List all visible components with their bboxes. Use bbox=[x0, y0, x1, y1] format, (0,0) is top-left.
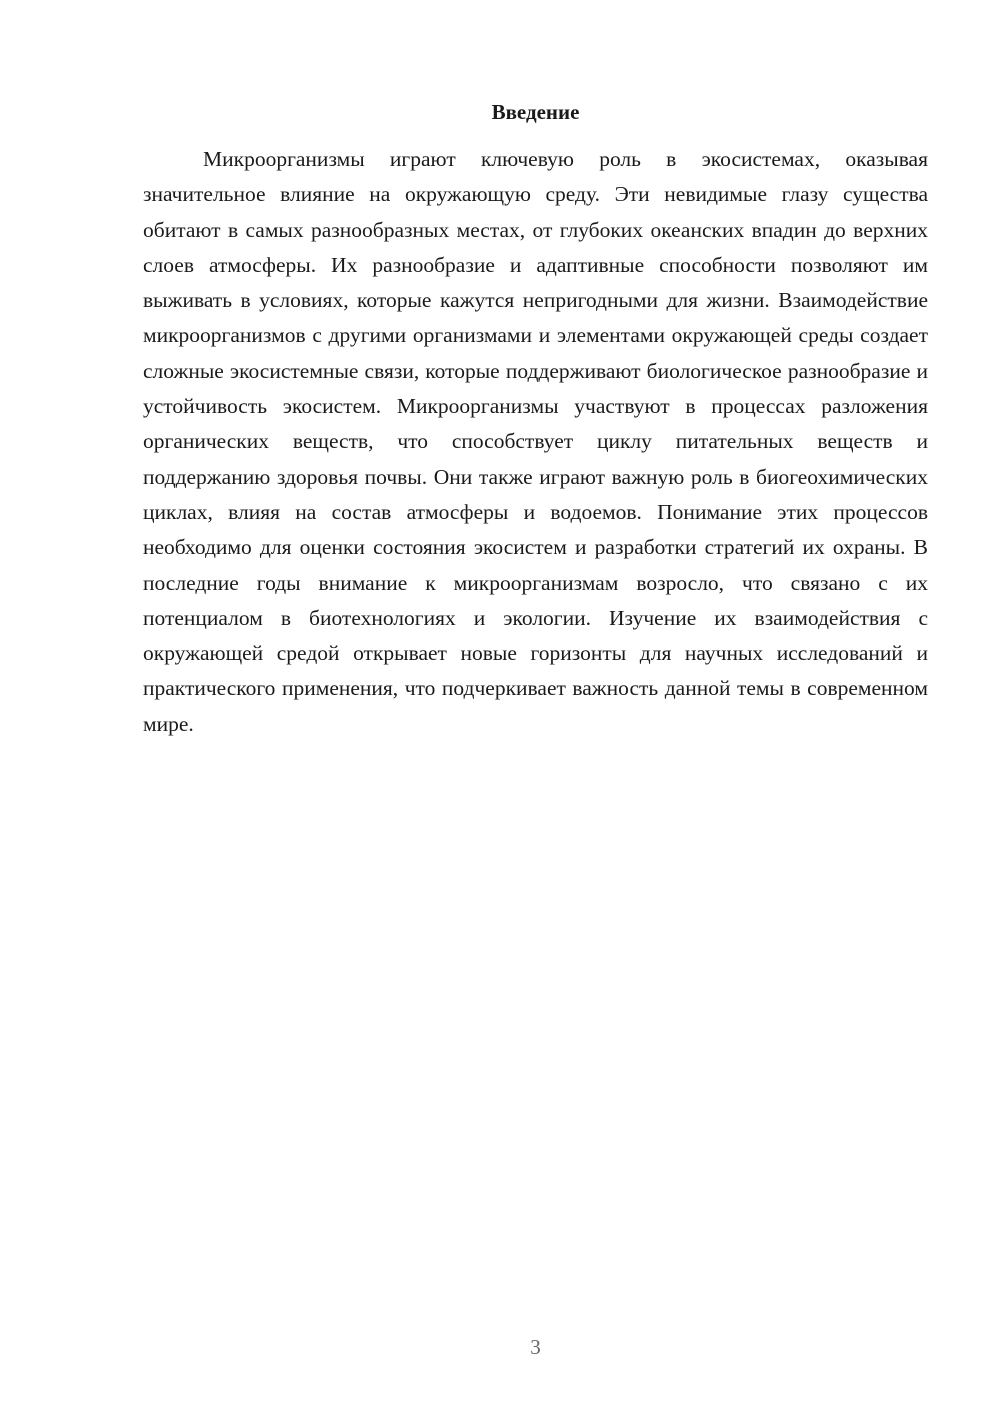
body-paragraph: Микроорганизмы играют ключевую роль в экосистемах, оказывая значительное влияние на окружающую среду. Эти невидимые глазу существа обитают в самых разнообразных местах, от глубоких океанских впадин до верхних слоев атмосферы. Их разнообразие и адаптивные способности позволяют им выживать в условиях, которые кажутся непригодными для жизни. Взаимодействие микроорганизмов с другими организмами и элементами окружающей среды создает сложные экосистемные связи, которые поддерживают биологическое разнообразие и устойчивость экосистем. Микроорганизмы участвуют в процессах разложения органических веществ, что способствует циклу питательных веществ и поддержанию здоровья почвы. Они также играют важную роль в биогеохимических циклах, влияя на состав атмосферы и водоемов. Понимание этих процессов необходимо для оценки состояния экосистем и разработки стратегий их охраны. В последние годы внимание к микроорганизмам возросло, что связано с их потенциалом в биотехнологиях и экологии. Изучение их взаимодействия с окружающей средой открывает новые горизонты для научных исследований и практического применения, что подчеркивает важность данной темы в современном мире. bbox=[143, 147, 928, 736]
section-heading: Введение bbox=[491, 100, 580, 124]
page-number: 3 bbox=[530, 1335, 541, 1359]
